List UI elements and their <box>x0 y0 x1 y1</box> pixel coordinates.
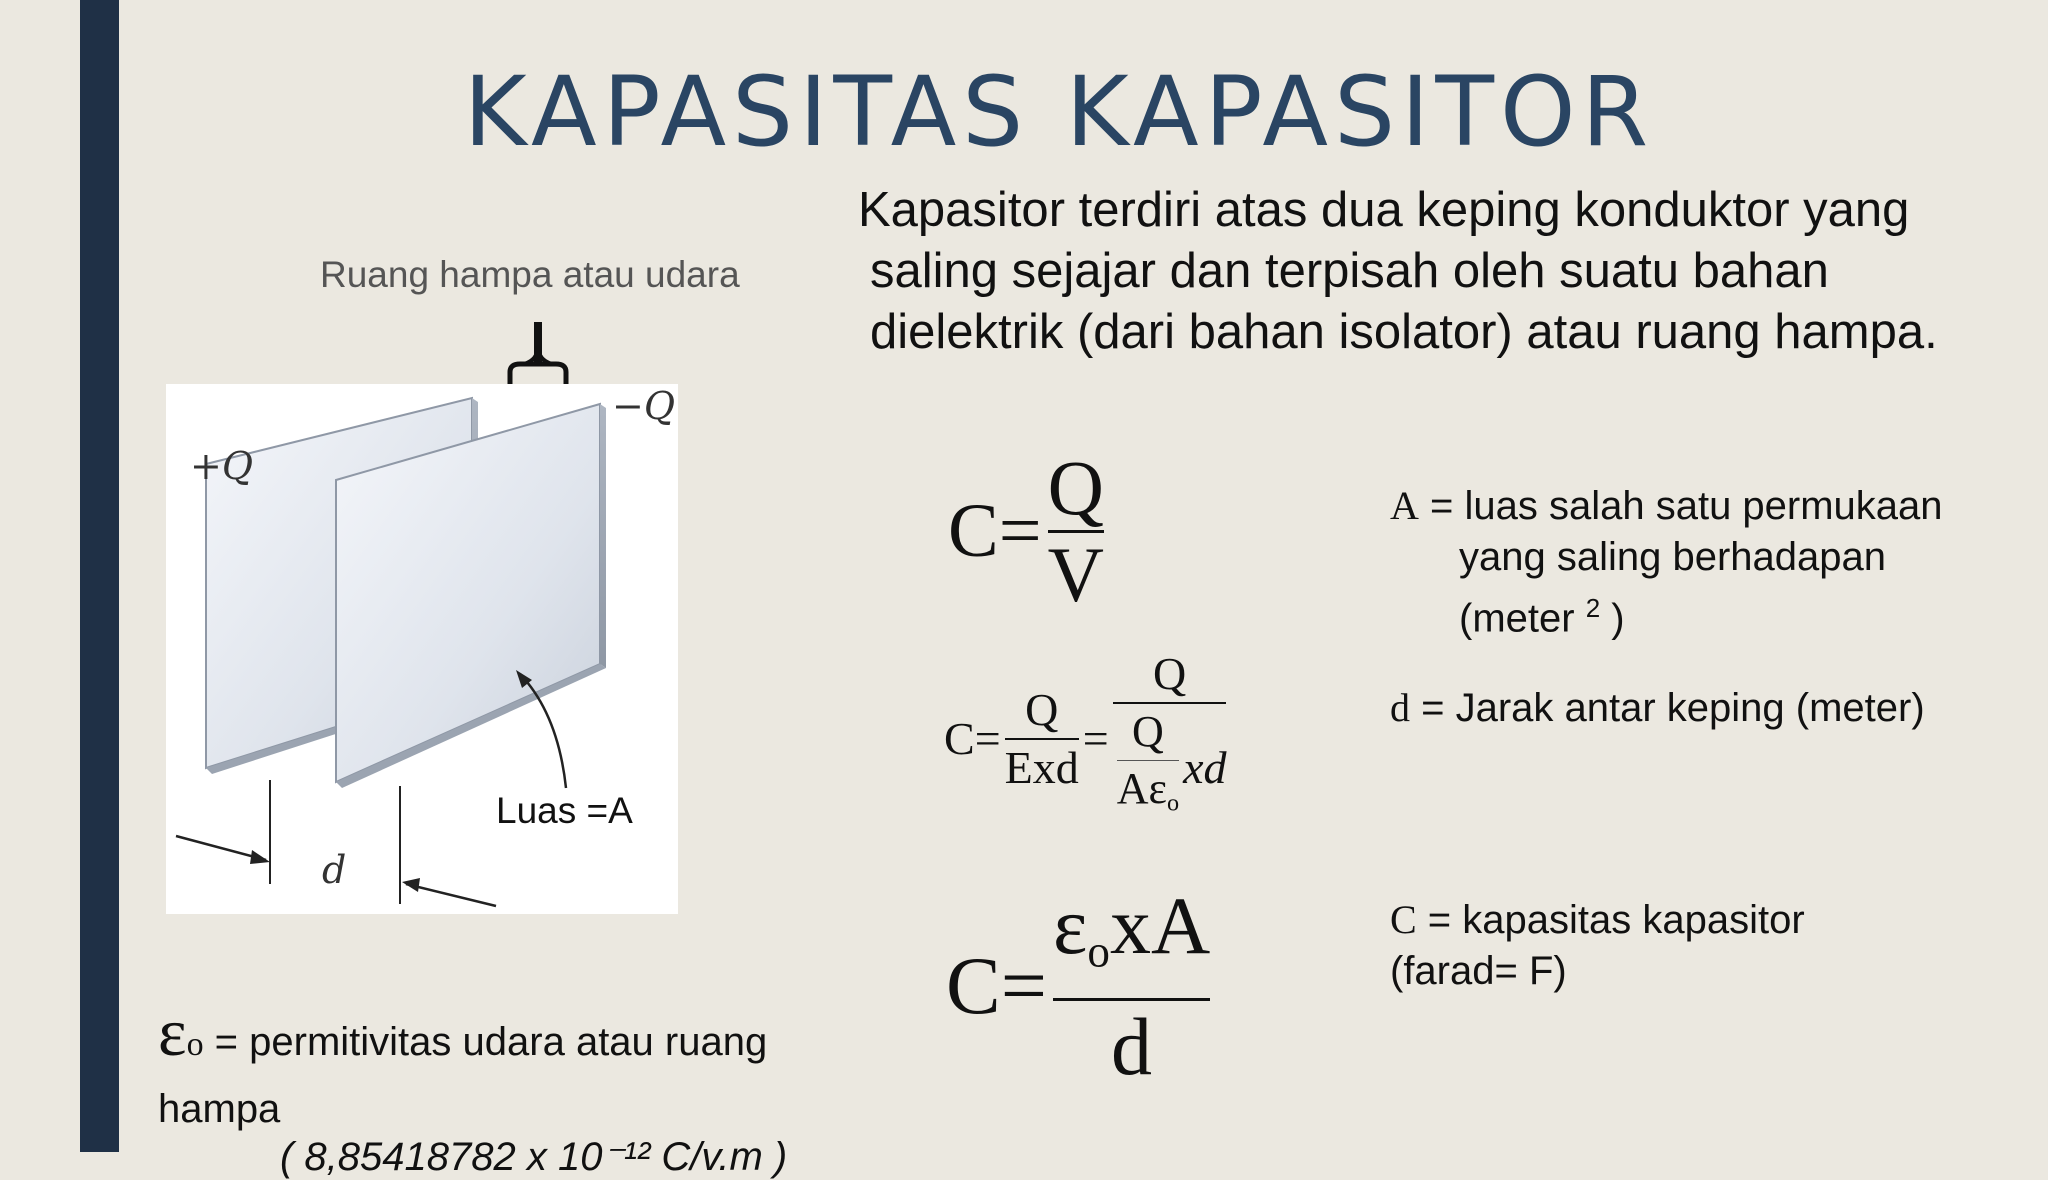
permittivity-note <box>158 994 858 1141</box>
definition-distance-symbol: d <box>1390 685 1410 730</box>
eq2-fraction-1 <box>1005 682 1079 796</box>
definition-area-unit: (meter $^2$ ) <box>1459 593 1625 641</box>
definition-capacitance-symbol: C <box>1390 897 1417 942</box>
eq3-fraction <box>1053 880 1210 1093</box>
definition-area-text-2: yang saling berhadapan <box>1459 535 1887 579</box>
distance-label: d <box>322 848 347 892</box>
eq3-equals: = <box>1000 940 1047 1032</box>
eq2-denominator-1: Exd <box>1004 741 1079 793</box>
negative-charge-label: −Q <box>612 384 675 428</box>
equation-capacitance-basic <box>948 446 1104 617</box>
epsilon-symbol: ε <box>158 994 187 1070</box>
permittivity-value: ( 8,85418782 x 10⁻¹² C/v.m ) <box>280 1135 788 1179</box>
eq1-denominator: V <box>1047 531 1104 618</box>
eq2-compound-denominator <box>1113 704 1227 831</box>
definition-area <box>1390 480 1943 644</box>
eq2-equals-2: = <box>1082 713 1109 765</box>
eq2-inner-numerator: Q <box>1131 707 1164 756</box>
definition-capacitance <box>1390 894 1805 997</box>
equation-capacitance-derivation <box>944 646 1230 831</box>
permittivity-text: = permitivitas udara atau ruang <box>203 1020 768 1064</box>
permittivity-text-2: hampa <box>158 1087 281 1131</box>
positive-charge-label: +Q <box>190 444 253 488</box>
eq2-numerator-2: Q <box>1152 648 1187 699</box>
definition-capacitance-text: = kapasitas kapasitor <box>1416 898 1805 942</box>
eq3-denominator: d <box>1111 1000 1153 1092</box>
eq2-lhs: C <box>944 713 975 765</box>
eq2-tail: xd <box>1183 741 1227 793</box>
definition-distance <box>1390 682 1925 734</box>
eq1-fraction <box>1048 446 1104 617</box>
eq1-lhs: C <box>948 489 999 573</box>
intro-line-3: dielektrik (dari bahan isolator) atau ruang hampa. <box>870 305 1938 359</box>
figure-caption: Ruang hampa atau udara <box>320 254 740 295</box>
equation-capacitance-permittivity <box>946 880 1210 1093</box>
sidebar-stripe <box>80 0 119 1152</box>
intro-paragraph <box>858 180 2038 363</box>
eq2-numerator-1: Q <box>1025 683 1059 735</box>
eq2-fraction-2 <box>1113 646 1227 831</box>
definition-area-symbol: A <box>1390 483 1419 528</box>
slide-title: KAPASITAS KAPASITOR <box>463 56 1655 168</box>
epsilon-subscript: o <box>186 1026 204 1063</box>
area-label: Luas =A <box>496 790 633 831</box>
intro-line-2: saling sejajar dan terpisah oleh suatu bahan <box>870 244 1829 298</box>
definition-capacitance-unit: (farad= F) <box>1390 949 1567 993</box>
eq2-inner-denominator: $A\varepsilon_o$ <box>1116 764 1180 817</box>
eq3-numerator: $\varepsilon_oxA$ <box>1052 880 1211 977</box>
definition-distance-text: = Jarak antar keping (meter) <box>1410 686 1925 730</box>
definition-area-text: = luas salah satu permukaan <box>1418 484 1943 528</box>
intro-line-1: Kapasitor terdiri atas dua keping konduktor yang <box>858 183 1910 237</box>
eq2-inner-fraction <box>1117 704 1179 831</box>
eq1-numerator: Q <box>1047 444 1104 531</box>
eq3-lhs: C <box>946 940 1001 1032</box>
eq2-equals-1: = <box>974 713 1001 765</box>
eq1-equals: = <box>998 489 1042 573</box>
